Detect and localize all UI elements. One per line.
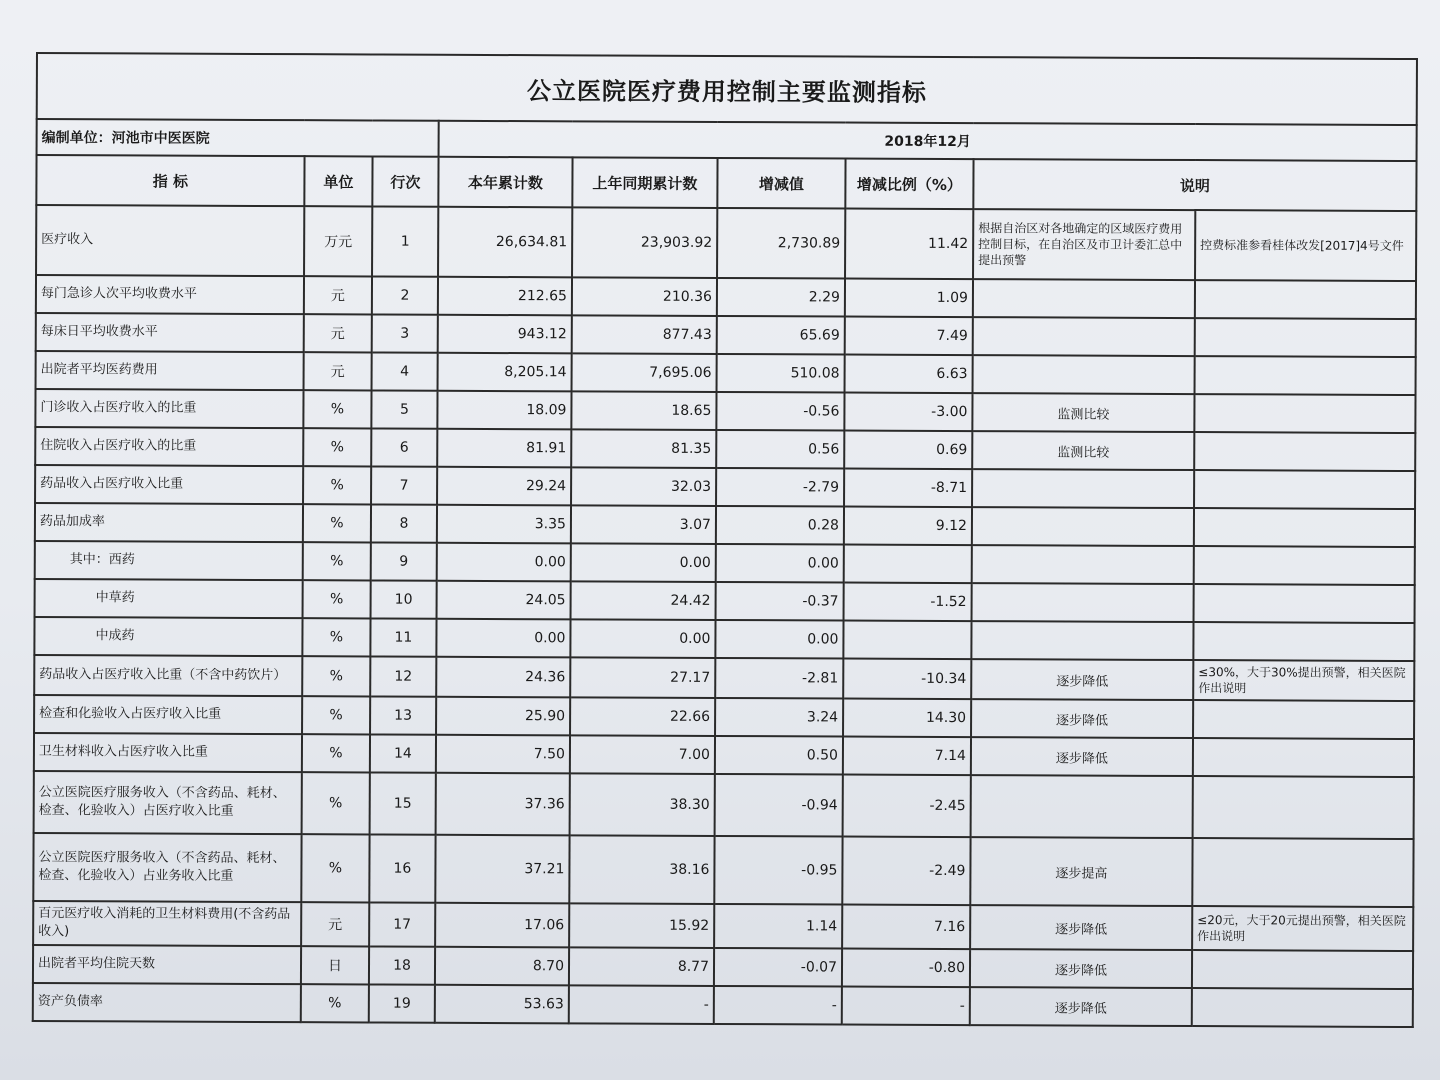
current-year-value: 29.24 bbox=[437, 467, 571, 506]
note-cell bbox=[972, 545, 1194, 584]
unit-cell: 元 bbox=[304, 352, 372, 390]
change-value: 2,730.89 bbox=[717, 208, 845, 279]
table-row bbox=[33, 945, 1413, 989]
line-number: 16 bbox=[369, 834, 435, 902]
unit-cell: % bbox=[303, 466, 371, 504]
remark-cell: ≤30%，大于30%提出预警，相关医院作出说明 bbox=[1193, 660, 1414, 701]
change-ratio: -8.71 bbox=[844, 469, 972, 508]
current-year-value: 53.63 bbox=[435, 985, 569, 1024]
indicator-name: 卫生材料收入占医疗收入比重 bbox=[34, 733, 302, 772]
line-number: 12 bbox=[370, 656, 436, 696]
remark-cell bbox=[1194, 432, 1415, 471]
indicator-name: 药品收入占医疗收入比重（不含中药饮片） bbox=[34, 655, 302, 696]
change-value: -2.81 bbox=[715, 658, 843, 699]
line-number: 5 bbox=[371, 390, 437, 428]
table-row bbox=[36, 205, 1416, 281]
change-ratio: 6.63 bbox=[845, 355, 973, 394]
change-ratio: -2.49 bbox=[842, 837, 970, 906]
previous-year-value: 15.92 bbox=[569, 903, 714, 948]
change-value: - bbox=[714, 986, 842, 1025]
current-year-value: 7.50 bbox=[436, 735, 570, 774]
table-row bbox=[33, 833, 1413, 907]
indicator-name: 公立医院医疗服务收入（不含药品、耗材、检查、化验收入）占业务收入比重 bbox=[33, 833, 301, 902]
unit-cell: % bbox=[303, 390, 371, 428]
table-row bbox=[34, 733, 1414, 777]
unit-cell: 日 bbox=[301, 946, 369, 984]
report-period: 2018年12月 bbox=[439, 121, 1417, 161]
change-ratio: 7.49 bbox=[845, 317, 973, 356]
note-cell: 监测比较 bbox=[972, 431, 1194, 470]
indicator-name: 检查和化验收入占医疗收入比重 bbox=[34, 695, 302, 734]
change-value: -0.37 bbox=[716, 582, 844, 621]
current-year-value: 212.65 bbox=[438, 277, 572, 316]
table-row bbox=[35, 541, 1415, 585]
unit-cell: % bbox=[302, 734, 370, 772]
unit-cell: % bbox=[302, 696, 370, 734]
current-year-value: 24.05 bbox=[437, 581, 571, 620]
indicator-name: 门诊收入占医疗收入的比重 bbox=[35, 389, 303, 428]
note-cell bbox=[972, 469, 1194, 508]
current-year-value: 8.70 bbox=[435, 947, 569, 986]
remark-cell bbox=[1192, 988, 1413, 1027]
line-number: 1 bbox=[372, 206, 438, 276]
note-cell: 逐步降低 bbox=[971, 699, 1193, 738]
unit-cell: 万元 bbox=[304, 206, 372, 276]
line-number: 11 bbox=[370, 618, 436, 656]
remark-cell bbox=[1194, 508, 1415, 547]
note-cell: 逐步降低 bbox=[971, 737, 1193, 776]
table-row bbox=[34, 617, 1414, 661]
table-row bbox=[33, 901, 1413, 951]
change-ratio: 0.69 bbox=[844, 431, 972, 470]
indicator-name: 药品加成率 bbox=[35, 503, 303, 542]
line-number: 18 bbox=[369, 946, 435, 984]
unit-cell: % bbox=[303, 542, 371, 580]
table-row bbox=[36, 313, 1416, 357]
remark-cell bbox=[1193, 738, 1414, 777]
header-change-value: 增减值 bbox=[717, 158, 845, 209]
remark-cell bbox=[1192, 838, 1413, 907]
note-cell: 逐步降低 bbox=[970, 949, 1192, 988]
line-number: 19 bbox=[369, 984, 435, 1022]
remark-cell bbox=[1193, 776, 1414, 839]
indicator-name: 每床日平均收费水平 bbox=[36, 313, 304, 352]
indicator-name: 每门急诊人次平均收费水平 bbox=[36, 275, 304, 314]
indicator-name: 资产负债率 bbox=[33, 983, 301, 1022]
change-value: 2.29 bbox=[717, 278, 845, 317]
previous-year-value: 18.65 bbox=[571, 391, 716, 430]
change-ratio: -10.34 bbox=[843, 659, 971, 700]
change-value: 3.24 bbox=[715, 698, 843, 737]
note-cell: 监测比较 bbox=[972, 393, 1194, 432]
change-ratio: 7.16 bbox=[842, 905, 970, 950]
note-cell bbox=[972, 507, 1194, 546]
line-number: 10 bbox=[371, 580, 437, 618]
indicator-name: 中草药 bbox=[35, 579, 303, 618]
header-current-year: 本年累计数 bbox=[438, 157, 572, 208]
table-row bbox=[34, 655, 1414, 701]
current-year-value: 3.35 bbox=[437, 505, 571, 544]
change-ratio: -1.52 bbox=[844, 583, 972, 622]
change-ratio: - bbox=[842, 987, 970, 1026]
previous-year-value: 81.35 bbox=[571, 429, 716, 468]
monitoring-table bbox=[32, 52, 1418, 1028]
change-value: 0.00 bbox=[716, 544, 844, 583]
line-number: 13 bbox=[370, 696, 436, 734]
current-year-value: 26,634.81 bbox=[438, 207, 572, 278]
remark-cell bbox=[1193, 622, 1414, 661]
change-ratio: 7.14 bbox=[843, 737, 971, 776]
current-year-value: 18.09 bbox=[437, 391, 571, 430]
line-number: 7 bbox=[371, 466, 437, 504]
previous-year-value: 7,695.06 bbox=[572, 353, 717, 392]
indicator-name: 中成药 bbox=[34, 617, 302, 656]
change-ratio: 11.42 bbox=[845, 209, 973, 280]
line-number: 15 bbox=[370, 772, 436, 834]
header-notes: 说明 bbox=[973, 159, 1416, 211]
remark-cell: 控费标准参看桂体改发[2017]4号文件 bbox=[1195, 210, 1416, 281]
current-year-value: 37.21 bbox=[435, 835, 569, 904]
change-ratio: 9.12 bbox=[844, 507, 972, 546]
current-year-value: 17.06 bbox=[435, 903, 569, 948]
change-ratio: -2.45 bbox=[843, 775, 971, 838]
unit-cell: % bbox=[301, 984, 369, 1022]
note-cell bbox=[971, 621, 1193, 660]
meta-row bbox=[37, 119, 1417, 161]
line-number: 17 bbox=[369, 902, 435, 946]
unit-cell: % bbox=[303, 504, 371, 542]
unit-cell: 元 bbox=[304, 314, 372, 352]
title-row bbox=[37, 53, 1417, 125]
unit-cell: % bbox=[303, 428, 371, 466]
previous-year-value: 3.07 bbox=[571, 505, 716, 544]
previous-year-value: 0.00 bbox=[571, 543, 716, 582]
change-ratio bbox=[844, 545, 972, 584]
change-ratio bbox=[843, 621, 971, 660]
line-number: 14 bbox=[370, 734, 436, 772]
table-row bbox=[36, 275, 1416, 319]
indicator-name: 住院收入占医疗收入的比重 bbox=[35, 427, 303, 466]
change-value: -0.94 bbox=[715, 774, 843, 837]
report-sheet bbox=[32, 52, 1416, 1028]
previous-year-value: 24.42 bbox=[571, 581, 716, 620]
previous-year-value: 22.66 bbox=[570, 697, 715, 736]
change-value: 0.56 bbox=[716, 430, 844, 469]
previous-year-value: 27.17 bbox=[570, 657, 715, 698]
line-number: 2 bbox=[372, 276, 438, 314]
previous-year-value: 210.36 bbox=[572, 277, 717, 316]
indicator-name: 药品收入占医疗收入比重 bbox=[35, 465, 303, 504]
change-value: 0.28 bbox=[716, 506, 844, 545]
table-row bbox=[35, 579, 1415, 623]
change-value: -0.95 bbox=[714, 836, 842, 905]
indicator-name: 公立医院医疗服务收入（不含药品、耗材、检查、化验收入）占医疗收入比重 bbox=[34, 771, 302, 834]
note-cell: 根据自治区对各地确定的区域医疗费用控制目标，在自治区及市卫计委汇总中提出预警 bbox=[973, 209, 1195, 280]
change-value: -2.79 bbox=[716, 468, 844, 507]
current-year-value: 37.36 bbox=[436, 773, 570, 836]
remark-cell bbox=[1192, 950, 1413, 989]
note-cell: 逐步降低 bbox=[971, 659, 1193, 700]
table-row bbox=[34, 771, 1414, 839]
previous-year-value: 38.30 bbox=[570, 773, 715, 836]
current-year-value: 8,205.14 bbox=[438, 353, 572, 392]
note-cell bbox=[973, 355, 1195, 394]
indicator-name: 医疗收入 bbox=[36, 205, 304, 276]
line-number: 9 bbox=[371, 542, 437, 580]
current-year-value: 25.90 bbox=[436, 697, 570, 736]
remark-cell bbox=[1193, 700, 1414, 739]
table-row bbox=[35, 465, 1415, 509]
change-ratio: -3.00 bbox=[844, 393, 972, 432]
change-ratio: 1.09 bbox=[845, 279, 973, 318]
note-cell: 逐步降低 bbox=[970, 905, 1192, 950]
page-title: 公立医院医疗费用控制主要监测指标 bbox=[37, 53, 1417, 125]
previous-year-value: 7.00 bbox=[570, 735, 715, 774]
indicator-name: 出院者平均住院天数 bbox=[33, 945, 301, 984]
current-year-value: 24.36 bbox=[436, 657, 570, 698]
line-number: 3 bbox=[372, 314, 438, 352]
remark-cell bbox=[1194, 470, 1415, 509]
note-cell: 逐步降低 bbox=[970, 987, 1192, 1026]
change-value: 1.14 bbox=[714, 904, 842, 949]
remark-cell bbox=[1194, 584, 1415, 623]
current-year-value: 943.12 bbox=[438, 315, 572, 354]
current-year-value: 0.00 bbox=[436, 619, 570, 658]
change-value: 0.00 bbox=[715, 620, 843, 659]
header-line: 行次 bbox=[372, 156, 438, 206]
change-value: 0.50 bbox=[715, 736, 843, 775]
table-row bbox=[35, 389, 1415, 433]
remark-cell bbox=[1194, 546, 1415, 585]
table-row bbox=[36, 351, 1416, 395]
table-row bbox=[35, 503, 1415, 547]
remark-cell bbox=[1195, 280, 1416, 319]
unit-cell: % bbox=[302, 618, 370, 656]
table-row bbox=[33, 983, 1413, 1027]
change-value: -0.07 bbox=[714, 948, 842, 987]
note-cell bbox=[973, 317, 1195, 356]
previous-year-value: - bbox=[569, 985, 714, 1024]
remark-cell: ≤20元，大于20元提出预警，相关医院作出说明 bbox=[1192, 906, 1413, 951]
previous-year-value: 877.43 bbox=[572, 315, 717, 354]
note-cell: 逐步提高 bbox=[970, 837, 1192, 906]
change-value: -0.56 bbox=[716, 392, 844, 431]
previous-year-value: 0.00 bbox=[570, 619, 715, 658]
change-ratio: 14.30 bbox=[843, 699, 971, 738]
compiling-unit: 编制单位：河池市中医医院 bbox=[37, 119, 439, 157]
change-ratio: -0.80 bbox=[842, 949, 970, 988]
indicator-name: 其中：西药 bbox=[35, 541, 303, 580]
line-number: 4 bbox=[372, 352, 438, 390]
unit-cell: 元 bbox=[301, 902, 369, 946]
indicator-name: 出院者平均医药费用 bbox=[36, 351, 304, 390]
unit-cell: % bbox=[302, 772, 370, 834]
header-previous-year: 上年同期累计数 bbox=[572, 157, 717, 208]
indicator-name: 百元医疗收入消耗的卫生材料费用(不含药品收入) bbox=[33, 901, 301, 946]
current-year-value: 81.91 bbox=[437, 429, 571, 468]
header-row bbox=[36, 155, 1416, 211]
change-value: 65.69 bbox=[717, 316, 845, 355]
unit-cell: % bbox=[302, 656, 370, 696]
header-indicator: 指 标 bbox=[36, 155, 304, 206]
note-cell bbox=[972, 583, 1194, 622]
header-change-ratio: 增减比例（%） bbox=[845, 159, 973, 210]
previous-year-value: 23,903.92 bbox=[572, 207, 717, 278]
header-unit: 单位 bbox=[304, 156, 372, 206]
table-row bbox=[34, 695, 1414, 739]
unit-cell: % bbox=[303, 580, 371, 618]
previous-year-value: 32.03 bbox=[571, 467, 716, 506]
remark-cell bbox=[1194, 394, 1415, 433]
table-row bbox=[35, 427, 1415, 471]
unit-cell: 元 bbox=[304, 276, 372, 314]
line-number: 6 bbox=[371, 428, 437, 466]
note-cell bbox=[971, 775, 1193, 838]
line-number: 8 bbox=[371, 504, 437, 542]
previous-year-value: 38.16 bbox=[569, 835, 714, 904]
previous-year-value: 8.77 bbox=[569, 947, 714, 986]
change-value: 510.08 bbox=[717, 354, 845, 393]
unit-cell: % bbox=[301, 834, 369, 902]
note-cell bbox=[973, 279, 1195, 318]
remark-cell bbox=[1195, 318, 1416, 357]
current-year-value: 0.00 bbox=[437, 543, 571, 582]
remark-cell bbox=[1195, 356, 1416, 395]
